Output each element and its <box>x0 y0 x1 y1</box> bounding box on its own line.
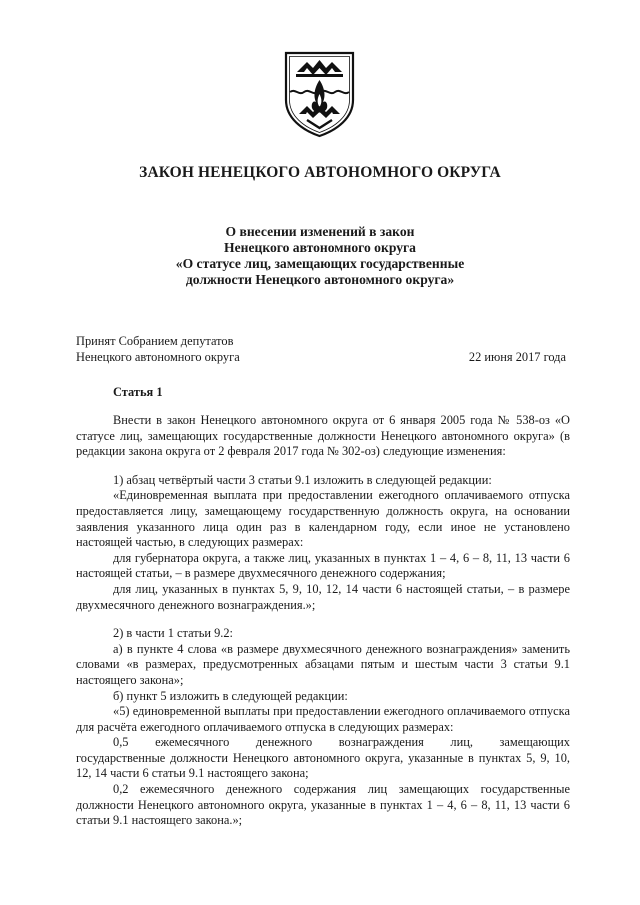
adopted-by-line2: Ненецкого автономного округа <box>76 349 240 364</box>
article-title: Статья 1 <box>113 385 163 399</box>
item-1-quote: «Единовременная выплата при предоставлении ежегодного оплачиваемого отпуска предоставляется лицу, замещающему государственную должность округа, на основании заявления указанного лица один раз в календарном году, если иное не установлено настоящей частью, в следующих размерах: <box>76 488 570 550</box>
word: ежемесячного <box>155 735 230 750</box>
word: замещающих <box>499 735 570 750</box>
subject-line: «О статусе лиц, замещающих государственные <box>175 256 465 271</box>
adoption-info <box>76 334 566 365</box>
subject-line: О внесении изменений в закон <box>225 224 415 239</box>
article-intro: Внести в закон Ненецкого автономного округа от 6 января 2005 года № 538-оз «О статусе лиц, замещающих государственные должности Ненецкого автономного округа» (в редакции закона округа от 2 февраля 2017 года № 302-оз) следующие изменения: <box>76 413 570 459</box>
coat-of-arms-emblem-icon <box>283 50 356 138</box>
word: денежного <box>255 735 313 750</box>
item-1-heading: 1) абзац четвёртый части 3 статьи 9.1 изложить в следующей редакции: <box>113 472 492 487</box>
point-5-rate-2: 0,2 ежемесячного денежного содержания лиц замещающих государственные должности Ненецкого автономного округа, указанные в пунктах 1 – 4, 6 – 8, 11, 13 части 6 статьи 9.1 настоящего закона.»; <box>76 782 570 828</box>
item-1-case-1: для губернатора округа, а также лиц, указанных в пунктах 1 – 4, 6 – 8, 11, 13 части 6 настоящей статьи, – в размере двухмесячного денежного содержания; <box>76 550 570 581</box>
item-2-sub-b: б) пункт 5 изложить в следующей редакции: <box>113 688 348 703</box>
word: вознаграждения <box>338 735 424 750</box>
word: лиц, <box>450 735 473 750</box>
item-1-case-2: для лиц, указанных в пунктах 5, 9, 10, 12, 14 части 6 настоящей статьи, – в размере двухмесячного денежного вознаграждения.»; <box>76 581 570 612</box>
point-5-rate-1-first-line <box>76 735 570 751</box>
article-body <box>76 413 570 829</box>
law-title: ЗАКОН НЕНЕЦКОГО АВТОНОМНОГО ОКРУГА <box>139 164 501 181</box>
point-5-rate-1-rest: государственные должности Ненецкого автономного округа, указанные в пунктах 5, 9, 10, 12, 14 части 6 статьи 9.1 настоящего закона; <box>76 750 570 781</box>
subject-line: должности Ненецкого автономного округа» <box>185 272 455 287</box>
adoption-date: 22 июня 2017 года <box>468 349 566 364</box>
subject-line: Ненецкого автономного округа <box>224 240 416 255</box>
item-2-sub-a: а) в пункте 4 слова «в размере двухмесячного денежного вознаграждения» заменить словами «в размерах, предусмотренных абзацами пятым и шестым части 3 статьи 9.1 настоящего закона»; <box>76 641 570 687</box>
item-2-point-5: «5) единовременной выплаты при предоставлении ежегодного оплачиваемого отпуска для расчёта ежегодного оплачиваемого отпуска в следующих размерах: <box>76 704 570 734</box>
word: 0,5 <box>113 735 129 750</box>
item-2-heading: 2) в части 1 статьи 9.2: <box>113 626 234 641</box>
law-subject <box>0 224 640 288</box>
adopted-by-line1: Принят Собранием депутатов <box>76 334 234 348</box>
